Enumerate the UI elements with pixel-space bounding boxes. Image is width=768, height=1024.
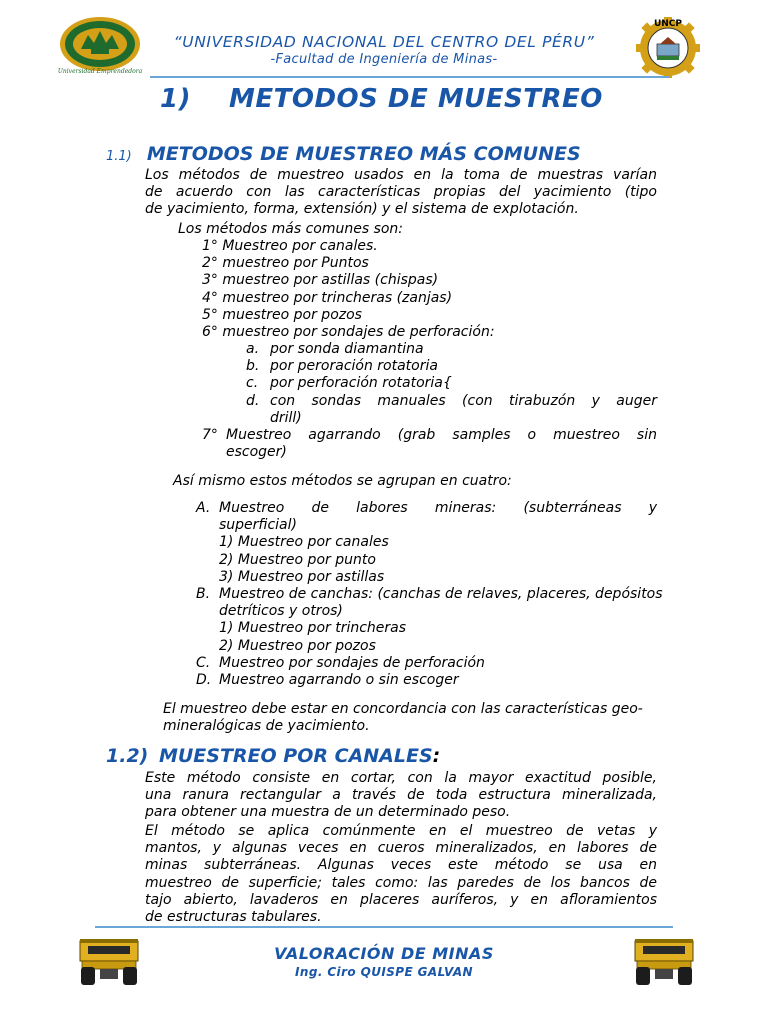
list-item: 3° muestreo por astillas (chispas) [202, 272, 439, 289]
group-label: Así mismo estos métodos se agrupan en cuatro: [173, 473, 512, 489]
group-text: Muestreo de labores mineras: (subterráneas y [219, 500, 657, 516]
list-item [246, 341, 657, 358]
intro-paragraph [145, 167, 657, 219]
list-item: 2) Muestreo por punto [219, 551, 376, 568]
method-7 [202, 427, 657, 461]
paragraph-2 [145, 823, 657, 926]
text-line: muestreo de superficie; tales como: las paredes de los bancos de [145, 874, 657, 891]
group-item-c [196, 655, 657, 672]
university-seal-caption: Universidad Emprendedora [57, 68, 143, 75]
group-letter: D. [196, 672, 212, 689]
text-line: de estructuras tabulares. [145, 909, 322, 926]
methods-list [202, 238, 495, 341]
text-line: El muestreo debe estar en concordancia con las características geo- [163, 701, 643, 717]
list-letter: c. [246, 375, 259, 392]
list-item: 1° Muestreo por canales. [202, 238, 378, 254]
list-item [246, 393, 657, 410]
footer-author: Ing. Ciro QUISPE GALVAN [295, 965, 473, 979]
list-item: 2° muestreo por Puntos [202, 255, 369, 272]
section-title: MUESTREO POR CANALES [158, 745, 433, 767]
group-letter: A. [196, 500, 211, 516]
list-item: 6° muestreo por sondajes de perforación: [202, 324, 495, 341]
group-item-b [196, 586, 663, 603]
list-letter: b. [246, 358, 260, 375]
closing-paragraph [163, 701, 643, 735]
paragraph-1 [145, 770, 657, 822]
footer-title: VALORACIÓN DE MINAS [274, 944, 494, 963]
list-item: 3) Muestreo por astillas [219, 568, 385, 585]
section-number: 1.2) [106, 745, 149, 767]
group-item-a [196, 500, 657, 517]
page-title [160, 84, 603, 114]
text-line: tajo abierto, lavaderos en placeres auríferos, y en afloramientos [145, 891, 657, 908]
text-line: mantos, y algunas veces en cueros mineralizados, en labores de [145, 840, 657, 857]
list-item [246, 375, 657, 392]
list-text: por sonda diamantina [270, 341, 424, 357]
list-text: con sondas manuales (con tirabuzón y auger [270, 392, 657, 409]
list-text: Muestreo agarrando (grab samples o muestreo sin [226, 427, 657, 443]
section-title: METODOS DE MUESTREO MÁS COMUNES [146, 143, 581, 165]
list-item: 4° muestreo por trincheras (zanjas) [202, 289, 453, 306]
sub-methods-list [246, 341, 657, 427]
page-title-text: METODOS DE MUESTREO [228, 84, 603, 114]
list-number: 7° [202, 427, 218, 443]
group-item-d [196, 672, 657, 689]
group-letter: C. [196, 654, 211, 671]
footer-rule [95, 926, 673, 928]
list-letter: d. [246, 392, 260, 409]
method-7-line [202, 427, 657, 444]
text-line: mineralógicas de yacimiento. [163, 718, 370, 735]
text-line: para obtener una muestra de un determinado peso. [145, 804, 511, 821]
list-item-continued: superficial) [219, 517, 297, 534]
list-text: por peroración rotatoria [270, 358, 438, 375]
text-line: de acuerdo con las características propias del yacimiento (tipo [145, 184, 657, 201]
list-item-continued: escoger) [226, 444, 287, 461]
text-line: una ranura rectangular a través de toda estructura mineralizada, [145, 787, 657, 804]
list-item [246, 358, 657, 375]
group-text: Muestreo por sondajes de perforación [219, 654, 485, 671]
groups-list [196, 500, 663, 689]
uncp-label: UNCP [653, 19, 683, 29]
methods-label: Los métodos más comunes son: [178, 221, 404, 237]
list-letter: a. [246, 341, 260, 357]
list-item-continued: detríticos y otros) [219, 603, 343, 620]
list-item: 1) Muestreo por canales [219, 534, 389, 551]
section-heading-1-1 [106, 143, 581, 165]
group-text: Muestreo de canchas: (canchas de relaves, placeres, depósitos [219, 586, 663, 603]
list-item: 5° muestreo por pozos [202, 306, 362, 323]
header-rule [150, 76, 670, 78]
list-item-continued: drill) [270, 409, 302, 426]
group-text: Muestreo agarrando o sin escoger [219, 672, 459, 689]
text-line: Los métodos de muestreo usados en la toma de muestras varían [145, 167, 657, 183]
text-line: minas subterráneas. Algunas veces este método se usa en [145, 857, 657, 874]
list-item: 1) Muestreo por trincheras [219, 620, 407, 637]
text-line: El método se aplica comúnmente en el muestreo de vetas y [145, 823, 657, 839]
list-item: 2) Muestreo por pozos [219, 637, 376, 654]
faculty-subtitle: -Facultad de Ingeniería de Minas- [270, 52, 498, 67]
university-title: “UNIVERSIDAD NACIONAL DEL CENTRO DEL PÉRU” [173, 33, 595, 51]
section-heading-1-2 [106, 745, 440, 767]
section-colon: : [432, 745, 441, 767]
text-line: de yacimiento, forma, extensión) y el sistema de explotación. [145, 201, 579, 218]
page-title-number: 1) [160, 84, 191, 114]
section-number: 1.1) [106, 149, 132, 164]
group-letter: B. [196, 586, 211, 603]
text-line: Este método consiste en cortar, con la mayor exactitud posible, [145, 770, 657, 786]
list-text: por perforación rotatoria{ [270, 375, 452, 392]
